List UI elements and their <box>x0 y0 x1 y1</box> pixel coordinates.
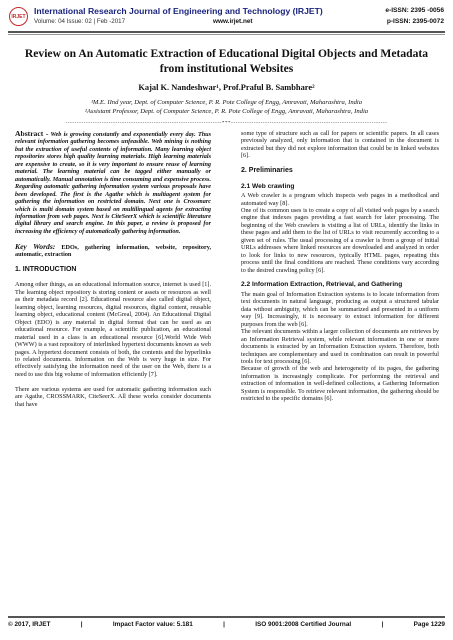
information-extraction-paragraph-2: The relevant documents within a larger collection of documents are retrieves by an Information Retrieval system, while relevant information in one or more documents is extracted by an Information Extraction system. Therefore, both techniques are complementary and used in combination can result in powerful tools for text processing [6]. <box>241 328 439 366</box>
right-column <box>241 130 439 410</box>
keywords-label: Key Words: <box>15 241 56 251</box>
header-rule <box>8 31 445 33</box>
left-column <box>15 130 211 416</box>
introduction-paragraph-1: Among other things, as an educational information source, internet is used [1]. The learning object repository is storing content or assets or resources as well as their metadata record [2]. Educational resource also called digital object, learning object, learning resources, digital resources, digital content, reusable learning object, educational content (McGreal, 2004). An Educational Digital Object (EDO) is any material in digital format that can be used as an educational resource. For example, a scientific publication, an educational material used in a class is an educational resource [6].World Wide Web (WWW) is a vast repository of interlinked hypertext documents known as web pages. A hypertext document consists of both, the contents and the hyperlinks to related documents. Information on the Web is very huge in size. For effectively satisfying the information need of the user on the Web, there is a need to use this big volume of information efficiently [7]. <box>15 281 211 378</box>
affiliation-2: ²Assistant Professor, Dept. of Computer Science, P. R. Pote College of Engg, Amravati, Maharashtra, India <box>84 108 369 115</box>
footer-divider: | <box>223 621 225 628</box>
footer-text <box>8 621 445 628</box>
abstract <box>15 130 211 235</box>
journal-website[interactable]: www.irjet.net <box>213 18 253 25</box>
paper-title: Review on An Automatic Extraction of Educational Digital Objects and Metadata from institutional Websites <box>24 47 429 75</box>
abstract-text: Web is growing constantly and exponentially every day. Thus relevant information gathering becomes unfeasible. Web mining is nothing but the extraction of useful contents of information. Many learning object repositories stores high quality learning materials. High learning materials are expensive to create, so it is very important to ensure reuse of learning material. The learning material can be tagged either manually or automatically. Manual annotation is time consuming and expensive process. Regarding automatic gathering information system various proposals have been developed. The first is the Agathe which is multiagent system for gathering the information on restricted domain. Next one is Crossmarc which is multi domain system based on multilingual agents for extracting information from web pages. Next is CiteSeerX which is scientific literature digital library and search engine. In this paper, a review is proposed for increasing the efficiency of automatically gathering information. <box>15 131 212 235</box>
heading-information-extraction: 2.2 Information Extraction, Retrieval, and Gathering <box>241 281 403 289</box>
footer-page-number: Page 1229 <box>413 621 445 628</box>
paper-authors: Kajal K. Nandeshwar¹, Prof.Praful B. Sambhare² <box>138 83 315 92</box>
heading-web-crawling: 2.1 Web crawling <box>241 182 295 190</box>
page-footer <box>8 616 445 634</box>
journal-logo <box>9 7 28 26</box>
section-separator: ---------------------------------------------------------------------***--------------------------------------------------------------------- <box>65 121 388 126</box>
footer-rule <box>8 616 445 618</box>
footer-divider: | <box>80 621 83 628</box>
volume-issue: Volume: 04 Issue: 02 | Feb -2017 <box>34 18 126 25</box>
abstract-label: Abstract - <box>15 129 49 138</box>
e-issn: e-ISSN: 2395 -0056 <box>385 7 444 14</box>
affiliation-1: ¹M.E. IInd year, Dept. of Computer Science, P. R. Pote College of Engg, Amravati, Maharashtra, India <box>90 99 363 106</box>
heading-preliminaries: 2. Preliminaries <box>241 167 293 175</box>
information-extraction-paragraph-1: The main goal of Information Extraction systems is to locate information from text documents in natural language, producing as output a structured tabular data without ambiguity, which can be summarized and presented in a uniform way [9]. Increasingly, it is necessary to extract information for different purposes from the web [6]. <box>241 290 439 328</box>
page-header <box>0 0 453 40</box>
heading-introduction: 1. INTRODUCTION <box>15 266 77 274</box>
web-crawling-paragraph-2: One of its common uses is to create a copy of all visited web pages by a search engine that indexes pages providing a fast search for later processing. The beginning of the Web crawlers is visiting a list of URLs, identify the links in these pages and add them to the list of URLs to visit recurrently according to a given set of rules. The usual processing of a crawler is from a group of initial URLs addresses where linked resources are downloaded and analyzed in order to look for links to new resources, typically HTML pages, repeating this process until the final conditions are reached. These conditions vary according to the desired crawling policy [6]. <box>241 207 439 274</box>
information-extraction-paragraph-3: Because of growth of the web and heterogeneity of its pages, the gathering information is increasingly complicate. For performing the retrieval and extraction of information in well-defined collections, a Gathering Information System is responsible. To retrieve relevant information, the gathering should be restricted to the specific domains [6]. <box>241 365 439 403</box>
introduction-paragraph-2: There are various systems are used for automatic gathering information such are Agathe, CROSSMARK, CiteSeerX. All these works consider documents that have <box>15 385 211 408</box>
footer-divider: | <box>381 621 384 628</box>
journal-name: International Research Journal of Engineering and Technology (IRJET) <box>34 6 323 16</box>
keywords-text: EDOs, gathering information, website, repository, automatic, extraction <box>15 243 211 259</box>
footer-copyright: © 2017, IRJET <box>8 621 51 628</box>
p-issn: p-ISSN: 2395-0072 <box>386 18 444 25</box>
footer-iso: ISO 9001:2008 Certified Journal <box>255 621 352 628</box>
header-rule-thin <box>8 34 445 35</box>
logo-text: IRJET <box>11 13 26 20</box>
continued-paragraph: some type of structure such as call for papers or scientific papers. In all cases previously analyzed, only information that is contained in the document is extracted but they did not explore information that could be in linked websites [6]. <box>241 130 439 160</box>
footer-impact-factor: Impact Factor value: 5.181 <box>112 621 193 628</box>
keywords <box>15 243 211 259</box>
web-crawling-paragraph-1: A Web crawler is a program which inspects web pages in a methodical and automated way [8]. <box>241 192 439 207</box>
